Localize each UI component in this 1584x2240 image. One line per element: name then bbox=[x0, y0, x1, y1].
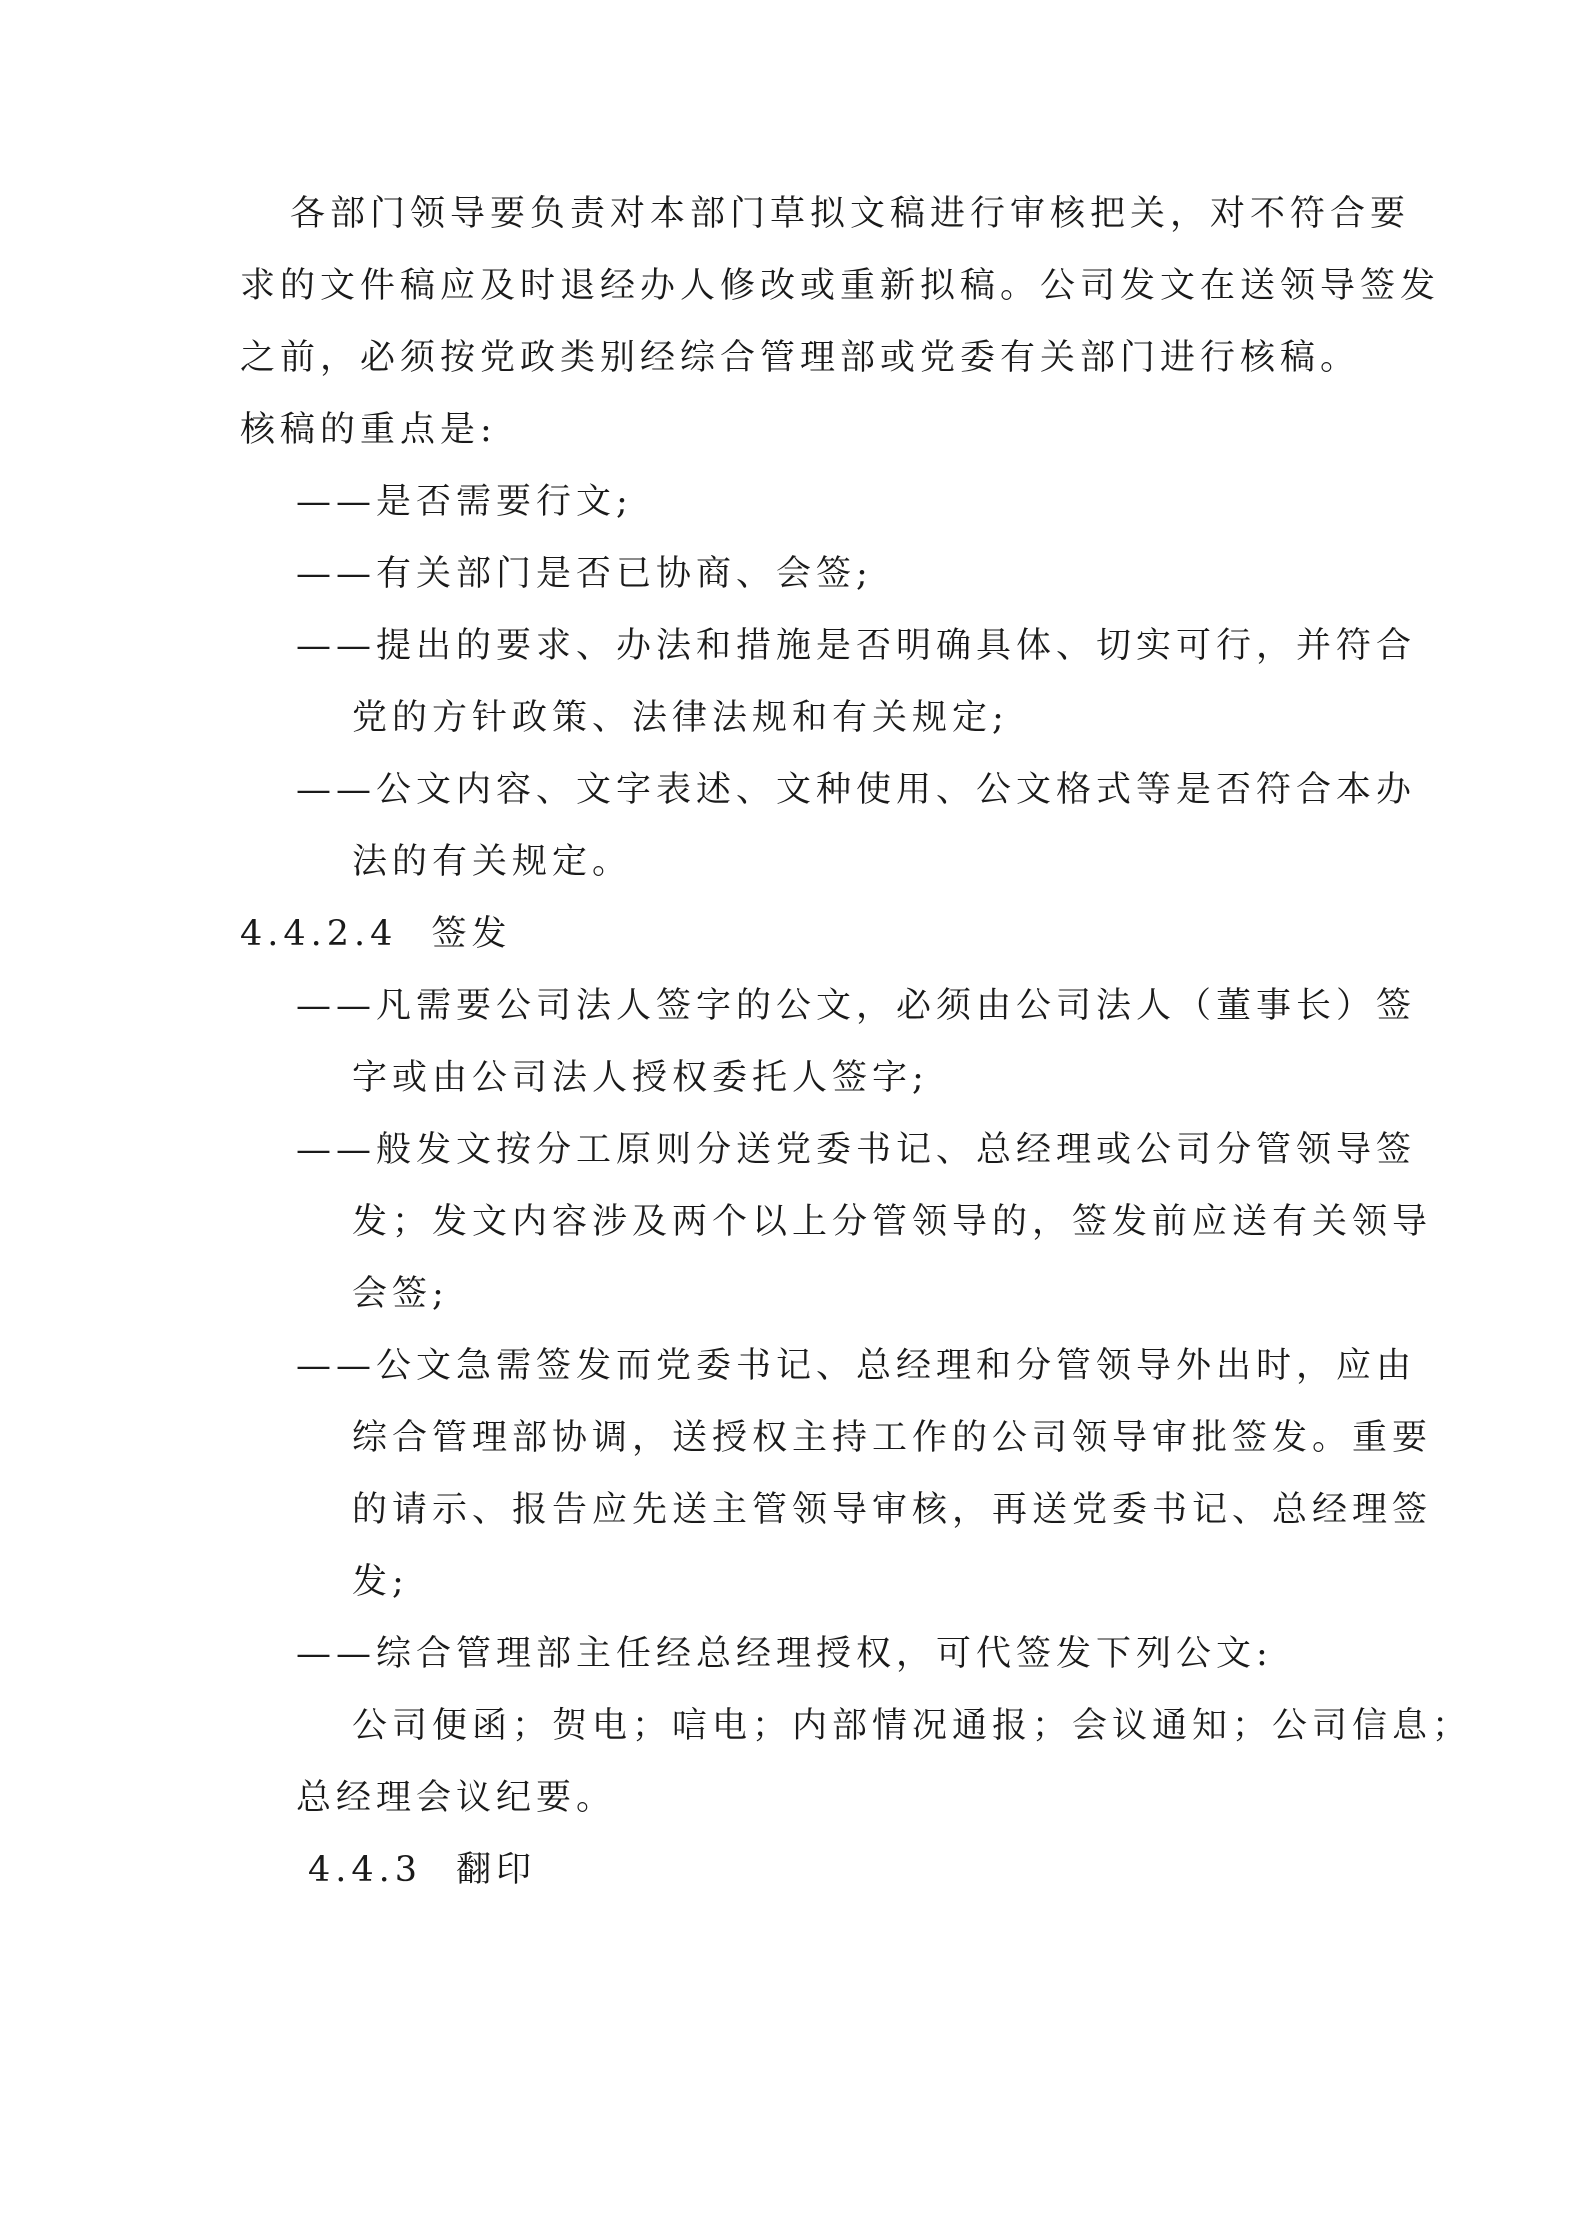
delegated-docs-line: 总经理会议纪要。 bbox=[296, 1778, 617, 1818]
section-title: 翻印 bbox=[456, 1850, 537, 1890]
section-heading-443 bbox=[308, 1848, 536, 1892]
review-paragraph-line: 各部门领导要负责对本部门草拟文稿进行审核把关，对不符合要 bbox=[290, 194, 1411, 234]
signing-rule-item-cont: 发; bbox=[352, 1562, 409, 1602]
signing-rule-item-cont: 的请示、报告应先送主管领导审核，再送党委书记、总经理签 bbox=[352, 1490, 1433, 1530]
signing-rule-item: ——般发文按分工原则分送党委书记、总经理或公司分管领导签 bbox=[296, 1130, 1417, 1170]
signing-rule-item-cont: 综合管理部协调，送授权主持工作的公司领导审批签发。重要 bbox=[352, 1418, 1433, 1458]
review-point-item: ——有关部门是否已协商、会签; bbox=[296, 554, 873, 594]
review-point-item-cont: 法的有关规定。 bbox=[352, 842, 633, 882]
section-title: 签发 bbox=[431, 914, 512, 954]
signing-rule-item-cont: 字或由公司法人授权委托人签字; bbox=[352, 1058, 929, 1098]
review-points-heading: 核稿的重点是: bbox=[240, 410, 497, 450]
review-paragraph-line: 之前，必须按党政类别经综合管理部或党委有关部门进行核稿。 bbox=[240, 338, 1361, 378]
signing-rule-item: ——凡需要公司法人签字的公文，必须由公司法人（董事长）签 bbox=[296, 986, 1417, 1026]
signing-rule-item-cont: 发；发文内容涉及两个以上分管领导的，签发前应送有关领导 bbox=[352, 1202, 1433, 1242]
review-paragraph-line: 求的文件稿应及时退经办人修改或重新拟稿。公司发文在送领导签发 bbox=[240, 266, 1441, 306]
review-point-item: ——公文内容、文字表述、文种使用、公文格式等是否符合本办 bbox=[296, 770, 1417, 810]
delegated-docs-line: 公司便函；贺电；唁电；内部情况通报；会议通知；公司信息； bbox=[352, 1706, 1473, 1746]
review-point-item-cont: 党的方针政策、法律法规和有关规定; bbox=[352, 698, 1009, 738]
section-heading-4424 bbox=[240, 912, 511, 956]
section-number: 4.4.3 bbox=[308, 1850, 423, 1890]
section-number: 4.4.2.4 bbox=[240, 914, 398, 954]
signing-rule-item: ——综合管理部主任经总经理授权，可代签发下列公文: bbox=[296, 1634, 1273, 1674]
signing-rule-item: ——公文急需签发而党委书记、总经理和分管领导外出时，应由 bbox=[296, 1346, 1417, 1386]
review-point-item: ——是否需要行文; bbox=[296, 482, 633, 522]
review-point-item: ——提出的要求、办法和措施是否明确具体、切实可行，并符合 bbox=[296, 626, 1417, 666]
signing-rule-item-cont: 会签; bbox=[352, 1274, 449, 1314]
